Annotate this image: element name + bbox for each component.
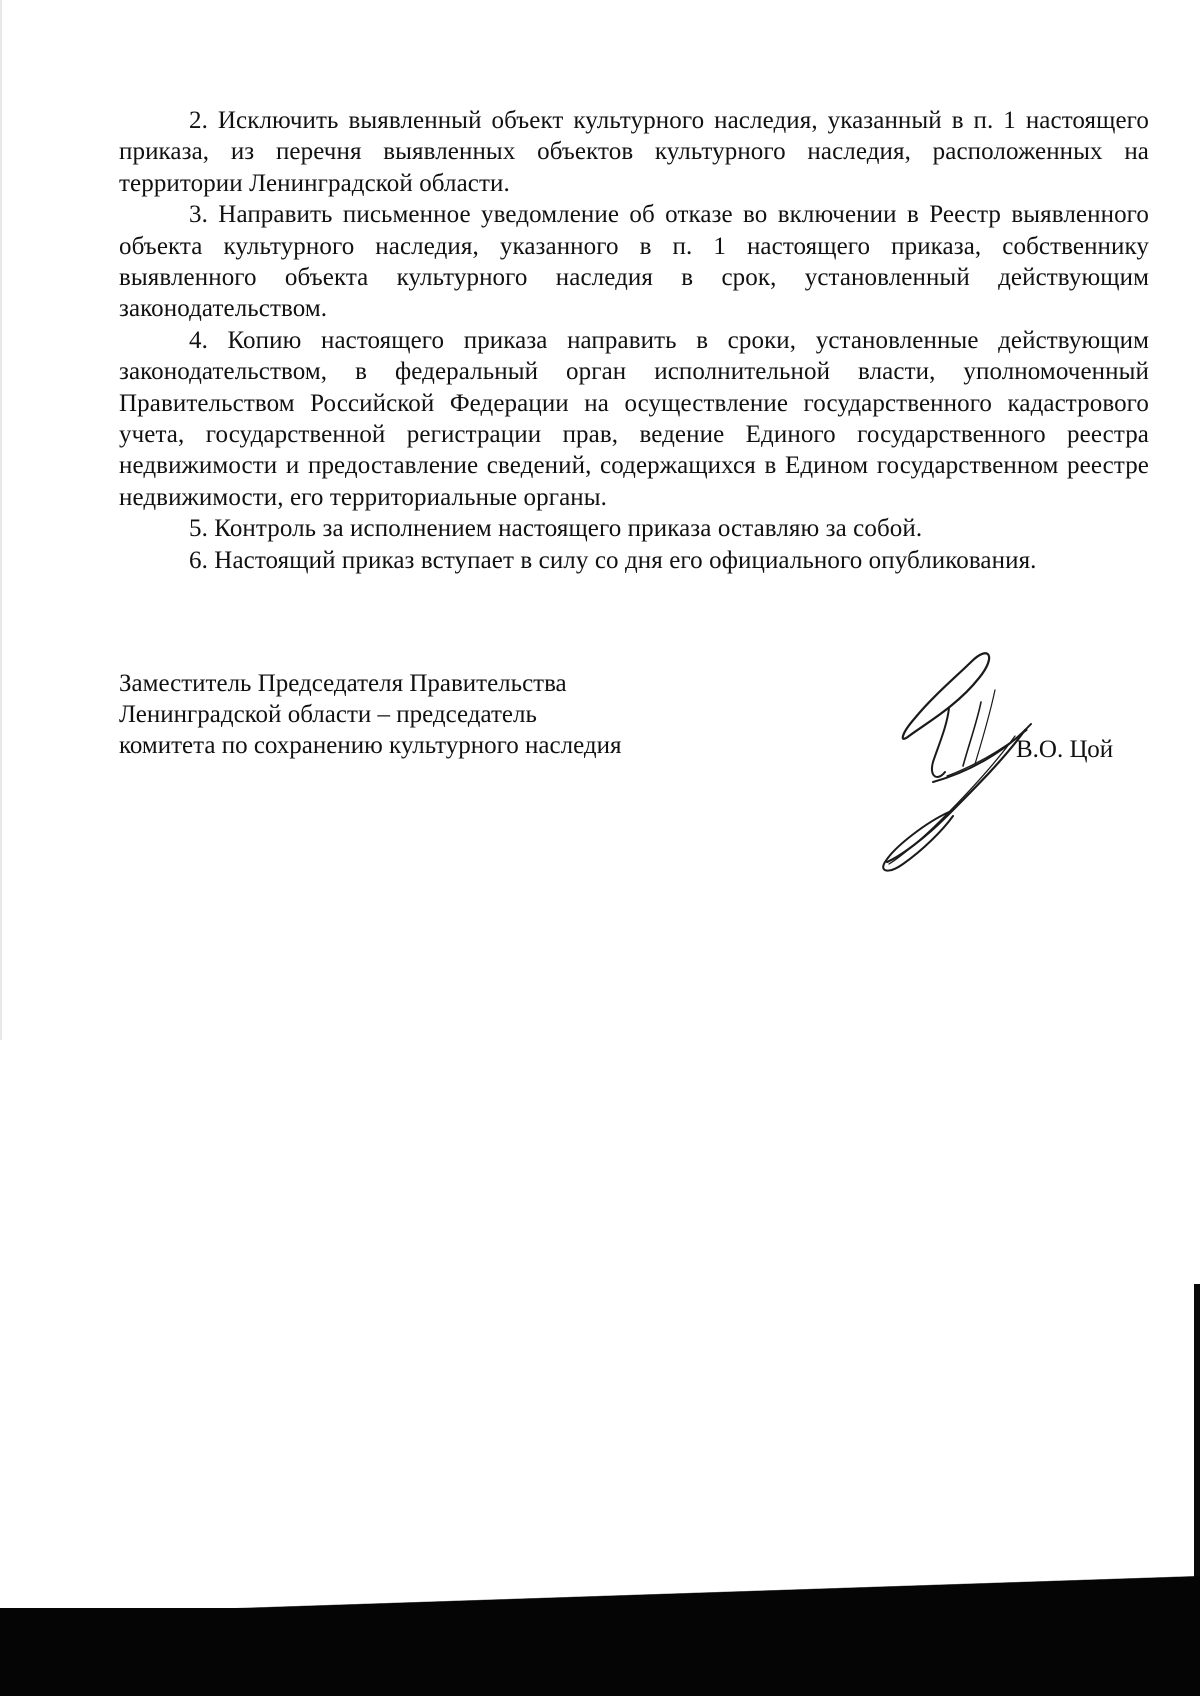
signature-block <box>119 668 1149 888</box>
signer-position-line: Ленинградской области – председатель <box>119 701 537 728</box>
paragraph-item-6: 6. Настоящий приказ вступает в силу со дня его официального опубликования. <box>189 546 1037 574</box>
document-body <box>119 105 1149 576</box>
signer-name: В.О. Цой <box>1016 736 1114 763</box>
signer-position-line: Заместитель Председателя Правительства <box>119 670 567 697</box>
scan-left-edge <box>0 0 2 1040</box>
paragraph-item-3: 3. Направить письменное уведомление об отказе во включении в Реестр выявленного объекта культурного наследия, указанного в п. 1 настоящего приказа, собственнику выявленного объекта культурного наследия в срок, установленный действующим законодательством. <box>119 201 1149 323</box>
paragraph-item-2: 2. Исключить выявленный объект культурного наследия, указанный в п. 1 настоящего приказа, из перечня выявленных объектов культурного наследия, расположенных на территории Ленинградской области. <box>119 107 1149 197</box>
signer-position-line: комитета по сохранению культурного наследия <box>119 732 622 759</box>
paragraph-item-5: 5. Контроль за исполнением настоящего приказа оставляю за собой. <box>189 515 923 543</box>
scan-right-edge <box>1194 1284 1200 1614</box>
paragraph-item-4: 4. Копию настоящего приказа направить в сроки, установленные действующим законодательством, в федеральный орган исполнительной власти, уполномоченный Правительством Российской Федерации на осуществление государственного кадастрового учета, государственной регистрации прав, ведение Единого государственного реестра недвижимости и предоставление сведений, содержащихся в Едином государственном реестре недвижимости, его территориальные органы. <box>119 326 1149 511</box>
signer-position <box>119 668 739 761</box>
scan-bottom-border <box>0 1608 1200 1696</box>
